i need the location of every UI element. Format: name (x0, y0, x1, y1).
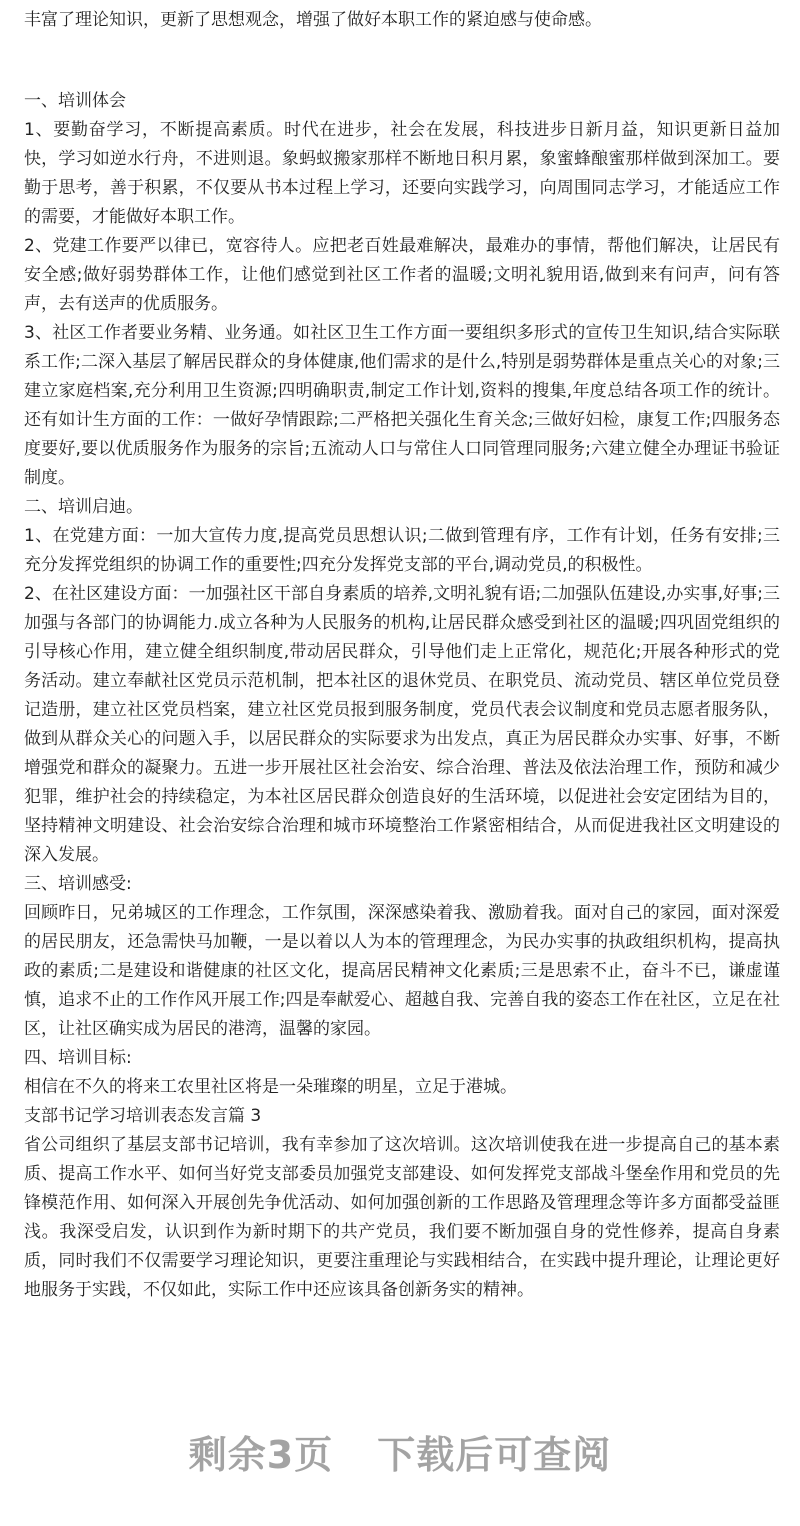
paragraph: 省公司组织了基层支部书记培训，我有幸参加了这次培训。这次培训使我在进一步提高自己的基本素质、提高工作水平、如何当好党支部委员加强党支部建设、如何发挥党支部战斗堡垒作用和党员的先锋模范作用、如何深入开展创先争优活动、如何加强创新的工作思路及管理理念等许多方面都受益匪浅。我深受启发，认识到作为新时期下的共产党员，我们要不断加强自身的党性修养，提高自身素质，同时我们不仅需要学习理论知识，更要注重理论与实践相结合，在实践中提升理论，让理论更好地服务于实践，不仅如此，实际工作中还应该具备创新务实的精神。 (24, 1135, 780, 1300)
heading-training-inspiration: 二、培训启迪。 (24, 497, 143, 517)
download-prompt[interactable] (0, 1424, 800, 1479)
heading-training-experience: 一、培训体会 (24, 91, 126, 111)
remaining-pages-label: 剩余3页 (188, 1433, 334, 1477)
heading-training-goals: 四、培训目标: (24, 1048, 132, 1068)
document-body (24, 6, 780, 1305)
paragraph: 2、党建工作要严以律已，宽容待人。应把老百姓最难解决，最难办的事情，帮他们解决，让居民有安全感;做好弱势群体工作，让他们感觉到社区工作者的温暖;文明礼貌用语,做到来有问声，问有答声，去有送声的优质服务。 (24, 236, 780, 314)
download-to-view-label[interactable]: 下载后可查阅 (377, 1433, 612, 1477)
paragraph: 1、要勤奋学习，不断提高素质。时代在进步，社会在发展，科技进步日新月益，知识更新日益加快，学习如逆水行舟，不进则退。象蚂蚁搬家那样不断地日积月累，象蜜蜂酿蜜那样做到深加工。要勤于思考，善于积累，不仅要从书本过程上学习，还要向实践学习，向周围同志学习，才能适应工作的需要，才能做好本职工作。 (24, 120, 780, 227)
paragraph: 3、社区工作者要业务精、业务通。如社区卫生工作方面一要组织多形式的宣传卫生知识,结合实际联系工作;二深入基层了解居民群众的身体健康,他们需求的是什么,特别是弱势群体是重点关心的对象;三建立家庭档案,充分利用卫生资源;四明确职责,制定工作计划,资料的搜集,年度总结各项工作的统计。还有如计生方面的工作：一做好孕情跟踪;二严格把关强化生育关念;三做好妇检，康复工作;四服务态度要好,要以优质服务作为服务的宗旨;五流动人口与常住人口同管理同服务;六建立健全办理证书验证制度。 (24, 323, 780, 488)
section-title: 支部书记学习培训表态发言篇 3 (24, 1106, 262, 1126)
heading-training-feelings: 三、培训感受: (24, 874, 132, 894)
paragraph: 1、在党建方面：一加大宣传力度,提高党员思想认识;二做到管理有序，工作有计划，任务有安排;三充分发挥党组织的协调工作的重要性;四充分发挥党支部的平台,调动党员,的积极性。 (24, 526, 780, 575)
spacer (24, 35, 780, 87)
paragraph: 相信在不久的将来工农里社区将是一朵璀璨的明星，立足于港城。 (24, 1077, 517, 1097)
paragraph: 2、在社区建设方面：一加强社区干部自身素质的培养,文明礼貌有语;二加强队伍建设,办实事,好事;三加强与各部门的协调能力.成立各种为人民服务的机构,让居民群众感受到社区的温暖;四巩固党组织的引导核心作用，建立健全组织制度,带动居民群众，引导他们走上正常化，规范化;开展各种形式的党务活动。建立奉献社区党员示范机制，把本社区的退休党员、在职党员、流动党员、辖区单位党员登记造册，建立社区党员档案，建立社区党员报到服务制度，党员代表会议制度和党员志愿者服务队，做到从群众关心的问题入手，以居民群众的实际要求为出发点，真正为居民群众办实事、好事，不断增强党和群众的凝聚力。五进一步开展社区社会治安、综合治理、普法及依法治理工作，预防和减少犯罪，维护社会的持续稳定，为本社区居民群众创造良好的生活环境，以促进社会安定团结为目的，坚持精神文明建设、社会治安综合治理和城市环境整治工作紧密相结合，从而促进我社区文明建设的深入发展。 (24, 584, 780, 865)
intro-paragraph: 丰富了理论知识，更新了思想观念，增强了做好本职工作的紧迫感与使命感。 (24, 10, 602, 30)
paragraph: 回顾昨日，兄弟城区的工作理念，工作氛围，深深感染着我、激励着我。面对自己的家园，面对深爱的居民朋友，还急需快马加鞭，一是以着以人为本的管理理念，为民办实事的执政组织机构，提高执政的素质;二是建设和谐健康的社区文化，提高居民精神文化素质;三是思索不止，奋斗不已，谦虚谨慎，追求不止的工作作风开展工作;四是奉献爱心、超越自我、完善自我的姿态工作在社区，立足在社区，让社区确实成为居民的港湾，温馨的家园。 (24, 903, 780, 1039)
